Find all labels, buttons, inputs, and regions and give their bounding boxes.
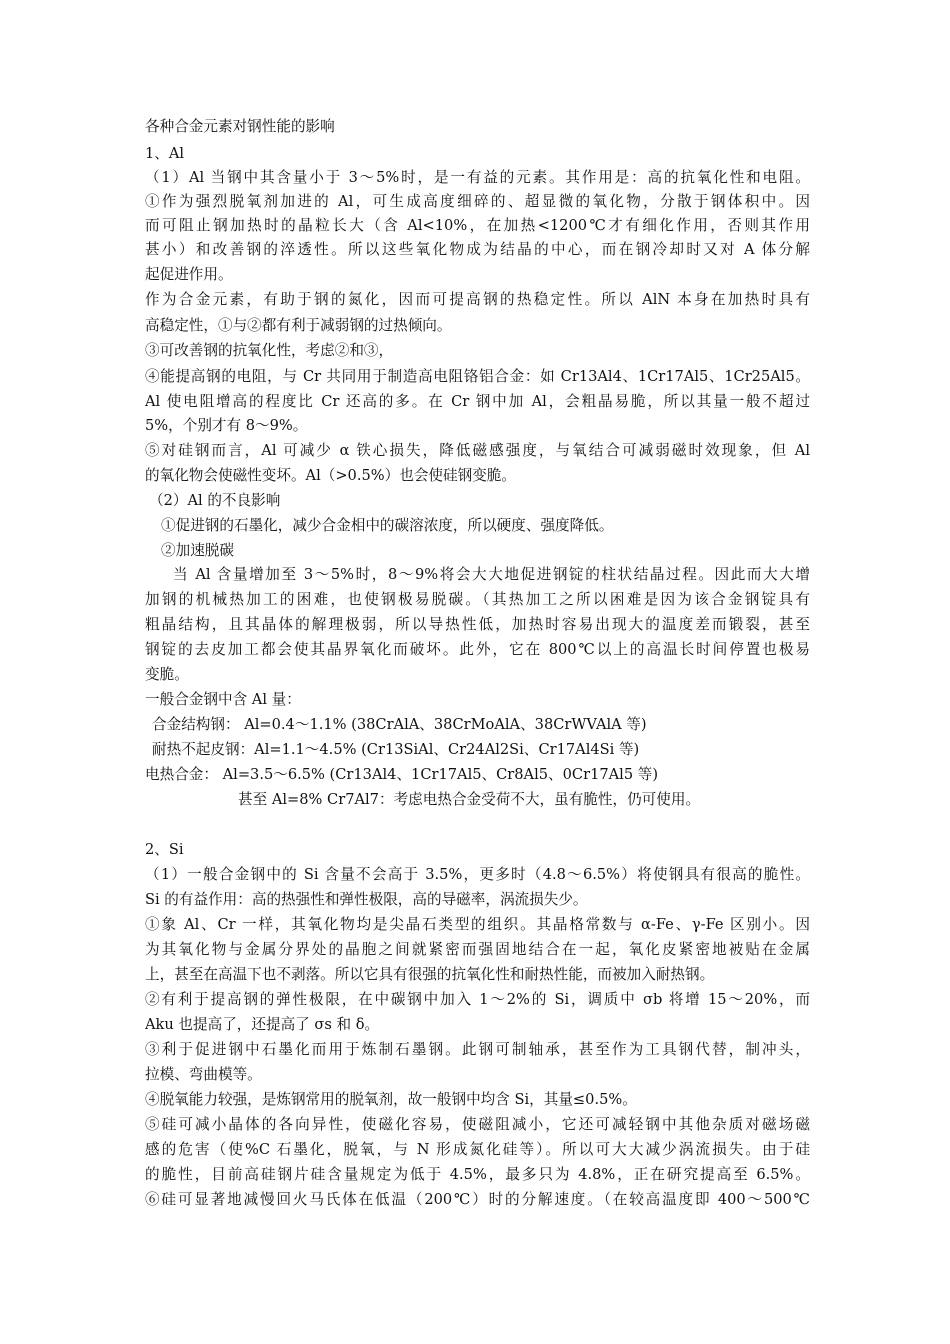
text-line: Al 使电阻增高的程度比 Cr 还高的多。在 Cr 钢中加 Al，会粗晶易脆，所以其量一般不超过 [145, 393, 810, 410]
document-title: 各种合金元素对钢性能的影响 [145, 118, 335, 135]
text-line: Aku 也提高了，还提高了 σs 和 δ。 [145, 1016, 380, 1033]
text-line: 粗晶结构，且其晶体的解理极弱，所以导热性低，加热时容易出现大的温度差而锻裂，甚至 [145, 616, 810, 633]
alloy-row: 电热合金： Al=3.5～6.5% (Cr13Al4、1Cr17Al5、Cr8Al5、0Cr17Al5 等) [145, 766, 659, 783]
text-line: ①象 Al、Cr 一样，其氧化物均是尖晶石类型的组织。其晶格常数与 α-Fe、γ-Fe 区别小。因 [145, 916, 810, 933]
text-line: ①作为强烈脱氧剂加进的 Al，可生成高度细碎的、超显微的氧化物，分散于钢体积中。因 [145, 193, 810, 210]
text-line: 甚至 Al=8% Cr7Al7：考虑电热合金受荷不大，虽有脆性，仍可使用。 [238, 791, 701, 808]
text-line: 高稳定性，①与②都有利于减弱钢的过热倾向。 [145, 317, 452, 334]
text-line: ③可改善钢的抗氧化性，考虑②和③， [145, 342, 394, 359]
text-line: 加钢的机械热加工的困难，也使钢极易脱碳。（其热加工之所以困难是因为该合金钢锭具有 [145, 591, 810, 608]
text-line: 钢锭的去皮加工都会使其晶界氧化而破坏。此外，它在 800℃以上的高温长时间停置也极易 [145, 641, 810, 658]
text-line: ④脱氧能力较强，是炼钢常用的脱氧剂，故一般钢中均含 Si，其量≤0.5%。 [145, 1091, 637, 1108]
text-line: 5%，个别才有 8～9%。 [145, 417, 308, 434]
text-line: 甚小）和改善钢的淬透性。所以这些氧化物成为结晶的中心，而在钢冷却时又对 A 体分解 [145, 241, 810, 258]
text-line: 拉模、弯曲模等。 [145, 1066, 262, 1083]
text-line: 为其氧化物与金属分界处的晶胞之间就紧密而强固地结合在一起，氧化皮紧密地被贴在金属 [145, 941, 810, 958]
alloy-row: 合金结构钢： Al=0.4～1.1% (38CrAlA、38CrMoAlA、38CrWVAlA 等) [152, 716, 647, 733]
text-line: ⑤硅可减小晶体的各向异性，使磁化容易，使磁阻减小，它还可减轻钢中其他杂质对磁场磁 [145, 1116, 810, 1133]
text-line: Si 的有益作用：高的热强性和弹性极限，高的导磁率，涡流损失少。 [145, 891, 588, 908]
text-line: ⑥硅可显著地减慢回火马氏体在低温（200℃）时的分解速度。（在较高温度即 400～500℃ [145, 1191, 810, 1208]
subsection-heading: （2）Al 的不良影响 [149, 492, 281, 509]
text-line: ③利于促进钢中石墨化而用于炼制石墨钢。此钢可制轴承，甚至作为工具钢代替，制冲头， [145, 1041, 810, 1058]
text-line: 上，甚至在高温下也不剥落。所以它具有很强的抗氧化性和耐热性能，而被加入耐热钢。 [145, 966, 715, 983]
text-line: ④能提高钢的电阻，与 Cr 共同用于制造高电阻铬铝合金：如 Cr13Al4、1Cr17Al5、1Cr25Al5。 [145, 368, 810, 385]
alloy-row: 耐热不起皮钢：Al=1.1～4.5% (Cr13SiAl、Cr24Al2Si、Cr17Al4Si 等) [152, 741, 640, 758]
text-line: 的氧化物会使磁性变坏。Al（>0.5%）也会使硅钢变脆。 [145, 467, 516, 484]
text-line: 一般合金钢中含 Al 量： [145, 691, 301, 708]
text-line: ②有利于提高钢的弹性极限，在中碳钢中加入 1～2%的 Si，调质中 σb 将增 15～20%，而 [145, 991, 810, 1008]
section-heading-al: 1、Al [145, 145, 185, 162]
text-line: 变脆。 [145, 666, 189, 683]
text-line: 当 Al 含量增加至 3～5%时，8～9%将会大大地促进钢锭的柱状结晶过程。因此而大大增 [173, 566, 810, 583]
text-line: ①促进钢的石墨化，减少合金相中的碳溶浓度，所以硬度、强度降低。 [161, 517, 614, 534]
text-line: 的脆性，目前高硅钢片硅含量规定为低于 4.5%，最多只为 4.8%，正在研究提高至 6.5%。 [145, 1166, 810, 1183]
text-line: 感的危害（使%C 石墨化，脱氧，与 N 形成氮化硅等）。所以可大大减少涡流损失。由于硅 [145, 1141, 810, 1158]
text-line: ②加速脱碳 [161, 542, 234, 559]
text-line: （1）Al 当钢中其含量小于 3～5%时，是一有益的元素。其作用是：高的抗氧化性和电阻。 [145, 169, 810, 186]
text-line: 而可阻止钢加热时的晶粒长大（含 Al<10%，在加热<1200℃才有细化作用，否则其作用 [145, 217, 810, 234]
text-line: ⑤对硅钢而言，Al 可减少 α 铁心损失，降低磁感强度，与氧结合可减弱磁时效现象，但 Al [145, 442, 810, 459]
text-line: 作为合金元素，有助于钢的氮化，因而可提高钢的热稳定性。所以 AlN 本身在加热时具有 [145, 291, 810, 308]
text-line: 起促进作用。 [145, 266, 233, 283]
text-line: （1）一般合金钢中的 Si 含量不会高于 3.5%，更多时（4.8～6.5%）将使钢具有很高的脆性。 [145, 866, 810, 883]
section-heading-si: 2、Si [145, 841, 184, 858]
